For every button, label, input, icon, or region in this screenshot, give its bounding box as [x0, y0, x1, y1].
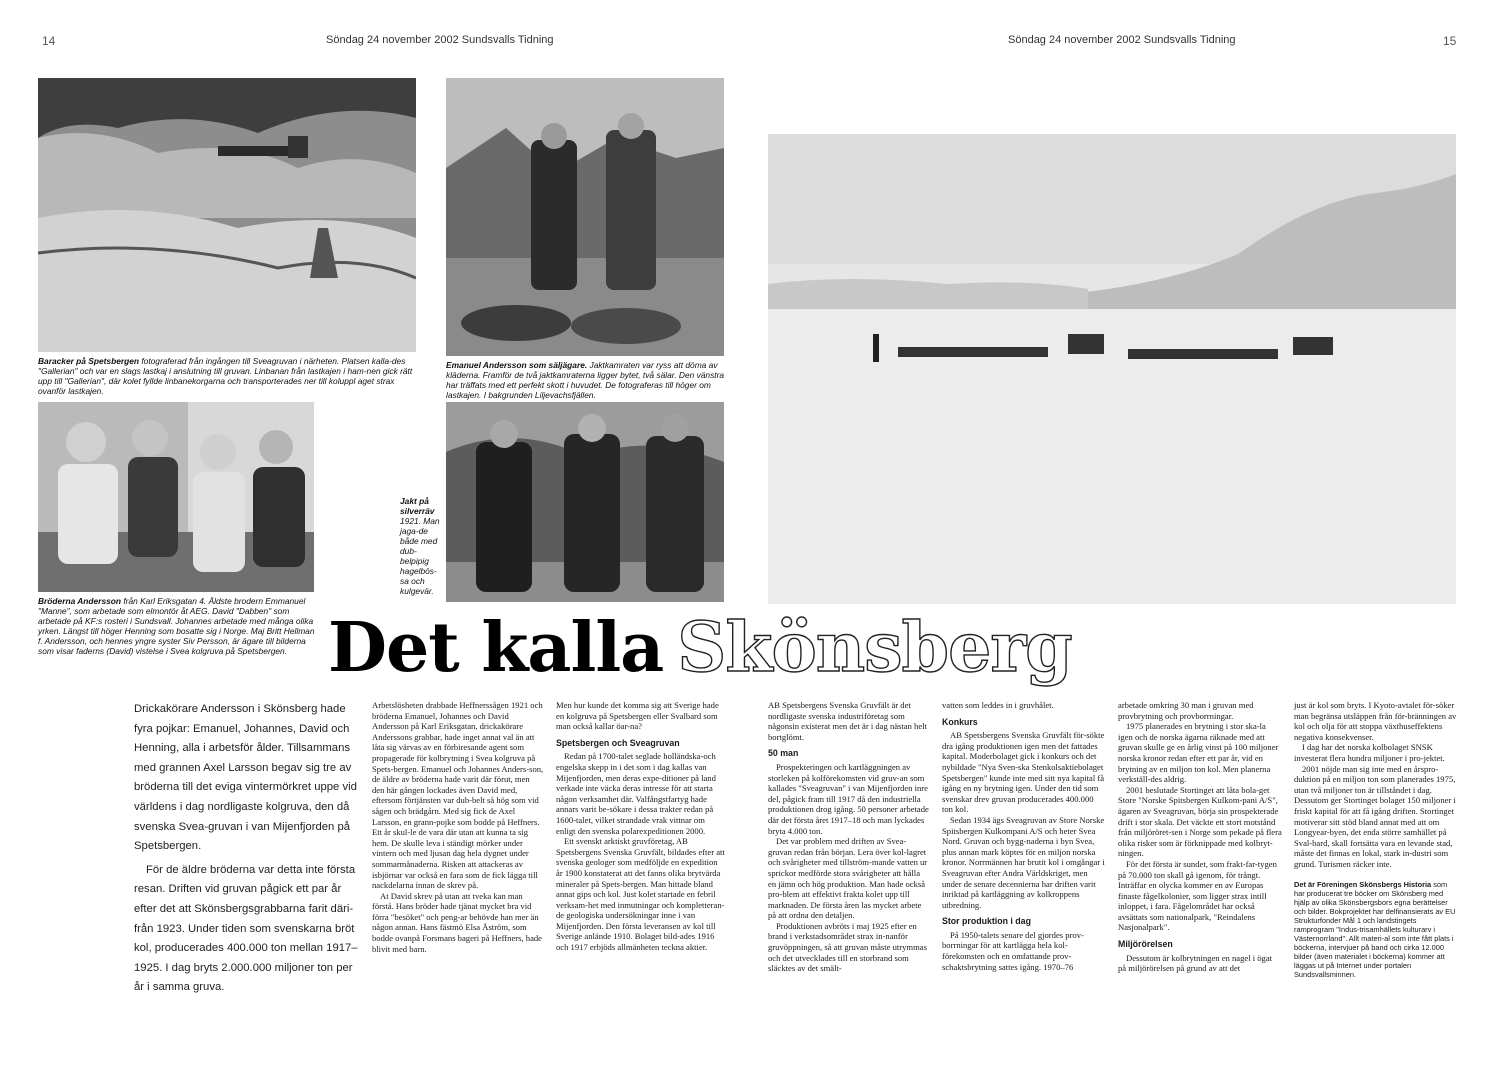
- column-1-paragraph: Arbetslösheten drabbade Heffnerssågen 1921 och bröderna Emanuel, Johannes och David Andersson på Karl Eriksgatan, drickakörare Anderssons grabbar, hade inget annat val än att låta sig värvas av en förbiresande agent som propagerade för kolbrytning i Svea kolgruva på Spets-bergen. Emanuel och Johannes Anders-son, de äldre av bröderna hade varit där förut, men den här gången lockades även David med, eftersom förtjänsten var dub-belt så hög som vid sågen och brädgårn. Med sig fick de Axel Larsson, en grann-pojke som bodde på Heffners. Ett år skul-le de vara där utan att kunna ta sig hem. De skulle leva i ständigt mörker under vintern och med ljusan dag hela dygnet under sommarmånaderna. Risken att attackeras av isbjörnar var också en fara som de fick lägga till nackdelarna innan de skrev på.: [372, 700, 544, 891]
- fox-hunt-photo: [446, 402, 724, 602]
- column-4-subheading-2: Stor produktion i dag: [942, 916, 1031, 927]
- hunters-caption-text: Jaktkamraten var ryss att döma av kläderna. Framför de två jaktkamraterna ligger bytet, två sälar. Den vänstra har träffats med ett perfekt skott i huvudet. De fotograferas till höger om lastkajen. I bakgrunden Liljevachsfjällen.: [446, 360, 725, 400]
- column-3-intro: AB Spetsbergens Svenska Gruvfält är det nordligaste svenska industriföretag som någonsin existerat men det är i dag nästan helt bortglömt.: [768, 700, 927, 742]
- headline-word-1: Det kalla: [328, 608, 664, 688]
- column-5-paragraph: 2001 beslutade Stortinget att låta bola-get Store "Norske Spitsbergen Kulkom-pani A/S", ägaren av Sveagruvan, börja sin prospekterade drift i stor skala. Det väckte ett stort motstånd från miljöröret-sen i Norge som pekade på flera olika risker som är förknippade med kolbryt-ningen.: [1118, 784, 1282, 859]
- body-column-5: [1118, 700, 1282, 974]
- body-column-3: [768, 700, 930, 974]
- column-5-subheading: Miljörörelsen: [1118, 939, 1173, 950]
- body-column-6: [1294, 700, 1458, 979]
- column-5-paragraph: 1975 planerades en brytning i stor ska-la igen och de norska ägarna räknade med att gruvan skulle ge en årlig vinst på 100 miljoner norska kronor redan efter ett par år, vid en brytning av en miljon ton kol. Men planerna verkställ-des aldrig.: [1118, 721, 1279, 785]
- column-6-paragraph: 2001 nöjde man sig inte med en årspro-duktion på en miljon ton som planerades 1975, utan två miljoner ton är tillståndet i dag. Dessutom ger Stortinget bolaget 150 miljoner i friskt kapital för att få igång driften. Stortinget motiverar sitt stöd bland annat med att om Longyear-byen, det enda större samhället på Sval-bard, skall fortsätta vara en levande stad, måste det finnas en lokal, stark in-dustri som grund. Turismen räcker inte.: [1294, 763, 1456, 869]
- body-column-4: [942, 700, 1106, 972]
- lede: [134, 700, 360, 998]
- column-3-subheading: 50 man: [768, 748, 799, 759]
- brothers-caption-lead: Bröderna Andersson: [38, 596, 121, 606]
- brothers-caption: [38, 596, 318, 656]
- lede-paragraph-2: För de äldre bröderna var detta inte första resan. Driften vid gruvan pågick ett par år efter det att Skönsbergsgrabbarna farit däri-från 1923. Under tiden som svenskarna bröt kol, producerades 400.000 ton mellan 1917–1925. I dag bryts 2.000.000 miljoner ton per år i samma gruva.: [134, 863, 358, 994]
- column-4-intro: vatten som leddes in i gruvhålet.: [942, 700, 1054, 710]
- hunters-photo: [446, 78, 724, 356]
- column-6-intro: just är kol som bryts. I Kyoto-avtalet för-söker man begränsa utsläppen från för-bränningen av kol och olja för att stoppa växthuseffektens negativa konsekvenser.: [1294, 700, 1457, 742]
- column-4-paragraph: På 1950-talets senare del gjordes prov-borrningar för att kartlägga hela kol-förekomsten och en omfattande prov-schaktsbrytning sattes igång. 1970–76: [942, 929, 1084, 972]
- left-running-head: Söndag 24 november 2002 Sundsvalls Tidning: [326, 34, 554, 46]
- column-2-paragraph: Ett svenskt arktiskt gruvföretag, AB Spetsbergens Svenska Gruvfält, bildades efter att svenska geologer som medföljde en expedition år 1900 konstaterat att det fanns olika brytvärda mineraler på Spets-bergen. Man hittade bland annat gips och kol. Just kolet startade en febril verksam-het med inmutningar och kompletteran-de geologiska undersökningar inne i van Mijenfjorden. Den första leveransen av kol till Sverige anlände 1910. Bolaget bild-ades 1916 och 1917 erbjöds allmänheten teckna aktier.: [556, 836, 725, 953]
- fox-hunt-caption-text: 1921. Man jaga-de både med dub-belpipig hagelbös-sa och kulgevär.: [400, 516, 440, 596]
- fox-hunt-caption: [400, 496, 444, 596]
- credit-box: [1294, 880, 1458, 979]
- barracks-photo: [38, 78, 416, 352]
- column-3-paragraph: Det var problem med driften av Svea-gruvan redan från början. Lera över kol-lagret och svårigheter med tillström-mande vatten ur sprickor medförde stora svårigheter att hålla en jämn och hög produktion. Man hade också pro-blem att effektivt frakta kolet upp till marknaden. De första åren las mycket arbete på att ordna den detaljen.: [768, 836, 928, 921]
- body-column-2: [556, 700, 726, 953]
- dog-sled-photo: [768, 134, 1456, 604]
- column-2-intro: Men hur kunde det komma sig att Sverige hade en kolgruva på Spetsbergen eller Svalbard som man också kallar öar-na?: [556, 700, 719, 732]
- column-5-intro: arbetade omkring 30 man i gruvan med provbrytning och provborrningar.: [1118, 700, 1254, 721]
- credit-lead: Det är Föreningen Skönsbergs Historia: [1294, 879, 1432, 889]
- column-3-paragraph: Prospekteringen och kartläggningen av storleken på kolförekomsten vid gruv-an som kallades "Sveagruvan" i van Mijenfjorden inre del, pågick fram till 1917 då den industriella produktionen drog igång. 50 personer arbetade där det första året 1917–18 och man lyckades bryta 4.000 ton.: [768, 761, 929, 836]
- right-running-head: Söndag 24 november 2002 Sundsvalls Tidning: [1008, 34, 1236, 46]
- barracks-caption-text: fotograferad från ingången till Sveagruvan i närheten. Platsen kalla-des "Gallerian" och var en slags lastkaj i anslutning till gruvan. Linbanan från lastkajen i ham-nen gick rätt upp till "Gallerian", där kolet fyllde linbanekorgarna och transporterades ner till koluppl aget strax ovanför lastkajen.: [38, 356, 413, 396]
- column-3-paragraph: Produktionen avbröts i maj 1925 efter en brand i verkstadsområdet strax in-nanför gruvöppningen, så att gruvan måste utrymmas och det utvecklades till en storbrand som släcktes av det smält-: [768, 920, 927, 974]
- barracks-caption: [38, 356, 418, 396]
- fox-hunt-caption-lead: Jakt på silverräv: [400, 496, 435, 516]
- column-2-paragraph: Redan på 1700-talet seglade holländska-och engelska skepp in i det som i dag kallas van Mijenfjorden, men deras expe-ditioner på land verkade inte väcka deras intresse för att starta någon verksamhet där. Valfångstfartyg hade annars varit be-sökare i dessa trakter redan på 1600-talet, vilket strandade vrak vittnar om enligt den svenska polarexpeditionen 2000.: [556, 751, 716, 836]
- hunters-caption: [446, 360, 728, 400]
- right-page-number: 15: [1443, 34, 1457, 48]
- column-5-paragraph: Dessutom är kolbrytningen en nagel i ögat på miljörörelsen på grund av att det: [1118, 952, 1273, 974]
- hunters-caption-lead: Emanuel Andersson som säljägare.: [446, 360, 588, 370]
- left-page-number: 14: [42, 34, 56, 48]
- column-4-paragraph: Sedan 1934 ägs Sveagruvan av Store Norske Spitsbergen Kulkompani A/S och heter Svea Nord. Gruvan och bygg-naderna i byn Svea, plus annan mark köptes för en miljon norska kronor. Norrmännen har brutit kol i omgångar i Sveagruvan efter Andra Världskriget, men under de senare decennierna har driften varit inriktad på kartläggning av kolkroppens utbredning.: [942, 814, 1105, 910]
- column-2-subheading: Spetsbergen och Sveagruvan: [556, 737, 680, 748]
- column-4-subheading-1: Konkurs: [942, 716, 978, 727]
- credit-text: som har producerat tre böcker om Skönsberg med hjälp av olika Skönsbergsbors egna berättelser och bilder. Bokprojektet har delfinansierats av EU Strukturfonder Mål 1 och landstingets ramprogram "Indus-trisamhällets kulturarv i Västernorrland". Allt materi-al som inte fått plats i böckerna, intervjuer på band och cirka 12.000 bilder (även materialet i böckerna) kommer att läggas ut på Internet under portalen Sundsvallsminnen.: [1294, 879, 1456, 979]
- body-column-1: [372, 700, 544, 954]
- column-5-paragraph: För det första är sundet, som frakt-far-tygen på 70.000 ton skall gå igenom, för trångt. Inträffar en olycka kommer en av Europas finaste fågelkolonier, som ligger strax intill inloppet, i fara. Fågelområdet har också avsättats som nationalpark, "Reindalens Nasjonalpark".: [1118, 858, 1277, 933]
- brothers-caption-text: från Karl Eriksgatan 4. Äldste brodern Emmanuel "Manne", som arbetade som elmontör åt AEG. David "Dabben" som arbetade på KF:s rosteri i Sundsvall. Johannes arbetade med många olika yrken. Längst till höger Henning som bosatte sig i Norge. Maj Britt Hellman f. Andersson, och hennes yngre syster Siv Persson, är ägare till bilderna som visar faderns (David) vistelse i Svea kolgruva på Spetsbergen.: [38, 596, 315, 656]
- barracks-caption-lead: Baracker på Spetsbergen: [38, 356, 140, 366]
- column-1-paragraph: At David skrev på utan att tveka kan man förstå. Hans bröder hade tjänat mycket bra vid förra "besöket" och peng-ar behövde han mer än någon annan. Hans fästmö Elsa Åström, som bodde ovanpå Forsmans bageri på Heffners, hade blivit med barn.: [372, 890, 542, 954]
- column-6-paragraph: I dag har det norska kolbolaget SNSK investerat flera hundra miljoner i pro-jektet.: [1294, 742, 1445, 763]
- column-4-paragraph: AB Spetsbergens Svenska Gruvfält för-sökte dra igång produktionen igen men det fattades kapital. Moderbolaget gick i konkurs och det nybildade "Nya Sven-ska Stenkolsaktiebolaget Spetsbergen" kunde inte med sitt nya kapital få igång en ny brytning igen. Under den tid som svenskar drev gruvan producerades 400.000 ton kol.: [942, 730, 1105, 815]
- brothers-photo: [38, 402, 314, 592]
- headline: [328, 608, 1072, 688]
- lede-paragraph-1: Drickakörare Andersson i Skönsberg hade fyra pojkar: Emanuel, Johannes, David och Henning, alla i arbetsför ålder. Tillsammans med grannen Axel Larsson begav sig tre av bröderna till det eviga vintermörkret uppe vid världens i dag nordligaste kolgruva, den då svenska Svea-gruvan i van Mijenfjorden på Spetsbergen.: [134, 703, 357, 853]
- headline-word-2: Skönsberg: [677, 608, 1072, 688]
